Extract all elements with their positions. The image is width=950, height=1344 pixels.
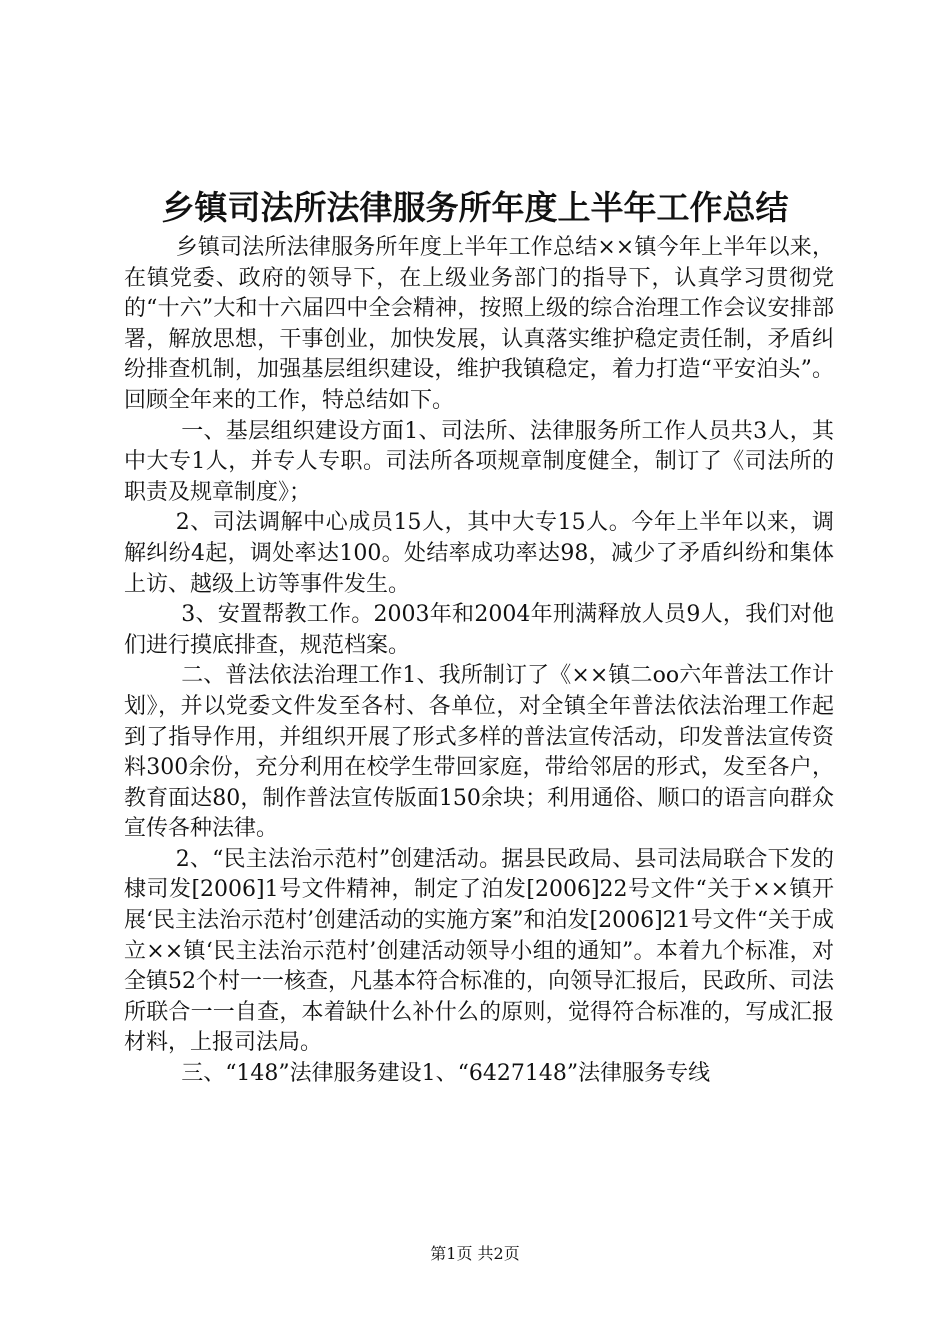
paragraph-section-1-item-3: 3、安置帮教工作。2003年和2004年刑满释放人员9人，我们对他们进行摸底排查，规范档案。 — [124, 602, 834, 658]
page-footer: 第1页 共2页 — [430, 1244, 520, 1263]
paragraph-section-2-item-1: 二、普法依法治理工作1、我所制订了《××镇二oo六年普法工作计划》，并以党委文件发至各村、各单位，对全镇全年普法依法治理工作起到了指导作用，并组织开展了形式多样的普法宣传活动，印发普法宣传资料300余份，充分利用在校学生带回家庭，带给邻居的形式，发至各户，教育面达80，制作普法宣传版面150余块；利用通俗、顺口的语言向群众宣传各种法律。 — [124, 663, 834, 842]
document-body — [124, 233, 834, 1090]
paragraph-section-2-item-2: 2、“民主法治示范村”创建活动。据县民政局、县司法局联合下发的棣司发[2006]1号文件精神，制定了泊发[2006]22号文件“关于××镇开展‘民主法治示范村’创建活动的实施方案”和泊发[2006]21号文件“关于成立××镇‘民主法治示范村’创建活动领导小组的通知”。本着九个标准，对全镇52个村一一核查，凡基本符合标准的，向领导汇报后，民政所、司法所联合一一自查，本着缺什么补什么的原则，觉得符合标准的，写成汇报材料，上报司法局。 — [124, 846, 834, 1056]
paragraph-intro: 乡镇司法所法律服务所年度上半年工作总结××镇今年上半年以来，在镇党委、政府的领导下，在上级业务部门的指导下，认真学习贯彻党的“十六”大和十六届四中全会精神，按照上级的综合治理工作会议安排部署，解放思想，干事创业，加快发展，认真落实维护稳定责任制，矛盾纠纷排查机制，加强基层组织建设，维护我镇稳定，着力打造“平安泊头”。回顾全年来的工作，特总结如下。 — [124, 235, 834, 413]
paragraph-section-3-item-1: 三、“148”法律服务建设1、“6427148”法律服务专线 — [181, 1061, 711, 1087]
document-title: 乡镇司法所法律服务所年度上半年工作总结 — [161, 188, 789, 227]
paragraph-section-1-item-1: 一、基层组织建设方面1、司法所、法律服务所工作人员共3人，其中大专1人，并专人专职。司法所各项规章制度健全，制订了《司法所的职责及规章制度》； — [124, 418, 834, 505]
paragraph-section-1-item-2: 2、司法调解中心成员15人，其中大专15人。今年上半年以来，调解纠纷4起，调处率达100。处结率成功率达98，减少了矛盾纠纷和集体上访、越级上访等事件发生。 — [124, 510, 834, 597]
